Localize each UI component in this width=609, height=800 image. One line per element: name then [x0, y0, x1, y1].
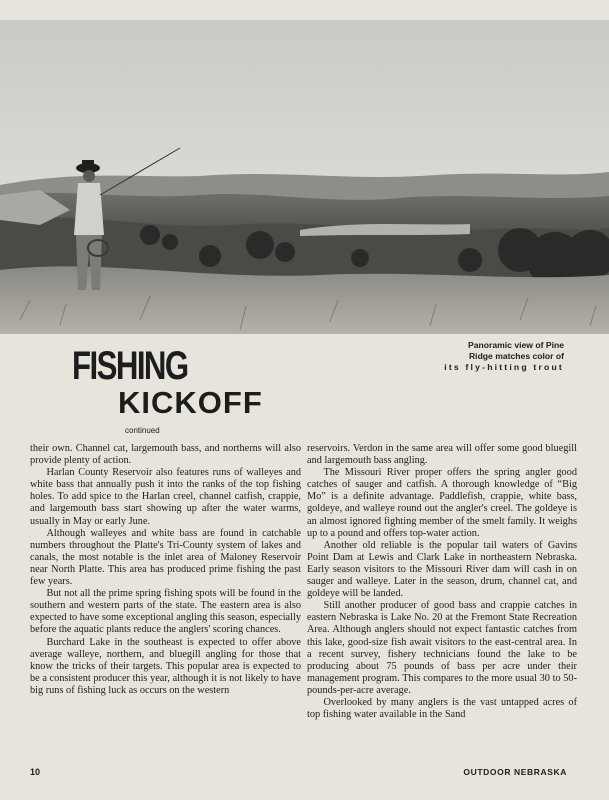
caption-line: Ridge matches color of: [468, 351, 564, 361]
landscape-photo: [0, 20, 609, 334]
page-number: 10: [30, 767, 41, 777]
photo-caption: [434, 340, 564, 373]
continued-label: continued: [125, 426, 160, 435]
caption-line: its fly-hitting trout: [444, 362, 564, 372]
paragraph: Harlan County Reservoir also features runs of walleyes and white bass that annually push it into the ranks of the top fishing holes. To add spice to the Harlan creel, channel catfish, crappie, and largemouth bass start showing up after the water warms, usually in May or early June.: [30, 467, 301, 527]
caption-line: Panoramic view of Pine: [468, 340, 564, 350]
paragraph: Overlooked by many anglers is the vast untapped acres of top fishing water available in the Sand: [307, 696, 577, 721]
paragraph: Burchard Lake in the southeast is expected to offer above average walleye, northern, and bluegill angling for those that know the tricks of their targets. This popular area is expected to be a consistent producer this year, although it is not likely to have big runs of fishing luck as occurs on the western: [30, 636, 301, 696]
paragraph: reservoirs. Verdon in the same area will offer some good bluegill and largemouth bass angling.: [307, 443, 577, 467]
paragraph: Another old reliable is the popular tail waters of Gavins Point Dam at Lewis and Clark Lake in northeastern Nebraska. Early season visitors to the Missouri River dam will cash in on sauger and walleye. Later in the season, drum, channel cat, and goldeye will be landed.: [307, 539, 577, 600]
headline-kickoff: KICKOFF: [118, 385, 263, 420]
magazine-name: OUTDOOR NEBRASKA: [463, 767, 567, 777]
headline-fishing: FISHING: [72, 344, 188, 388]
right-text-column: [307, 443, 577, 721]
paragraph: The Missouri River proper offers the spring angler good catches of sauger and catfish. A thorough knowledge of “Big Mo” is a definite advantage. Paddlefish, crappie, white bass, goldeye, and walleye round out the angler's creel. The goldeye is an almost ignored fighting member of the smelt family. It weighs up to a pound and offers top-water action.: [307, 467, 577, 539]
photo-illustration: [0, 20, 609, 334]
paragraph: But not all the prime spring fishing spots will be found in the southern and western parts of the state. The eastern area is also expected to have some exceptional angling this season, especially before the aquatic plants reduce the anglers' scoring chances.: [30, 588, 301, 636]
left-text-column: [30, 443, 301, 697]
paragraph: their own. Channel cat, largemouth bass, and northerns will also provide plenty of action.: [30, 443, 301, 467]
paragraph: Although walleyes and white bass are found in catchable numbers throughout the Platte's Tri-County system of lakes and canals, the most notable is the inlet area of Maloney Reservoir near North Platte. This area has produced prime fishing the past few years.: [30, 527, 301, 588]
paragraph: Still another producer of good bass and crappie catches in eastern Nebraska is Lake No. 20 at the Fremont State Recreation Area. Although anglers should not expect fantastic catches from this lake, good-size fish await visitors to the east-central area. In a recent survey, fishery technicians found the lake to be producing about 75 pounds of bass per acre under their management program. This compares to the more usual 30 to 50-pounds-per-acre average.: [307, 600, 577, 696]
